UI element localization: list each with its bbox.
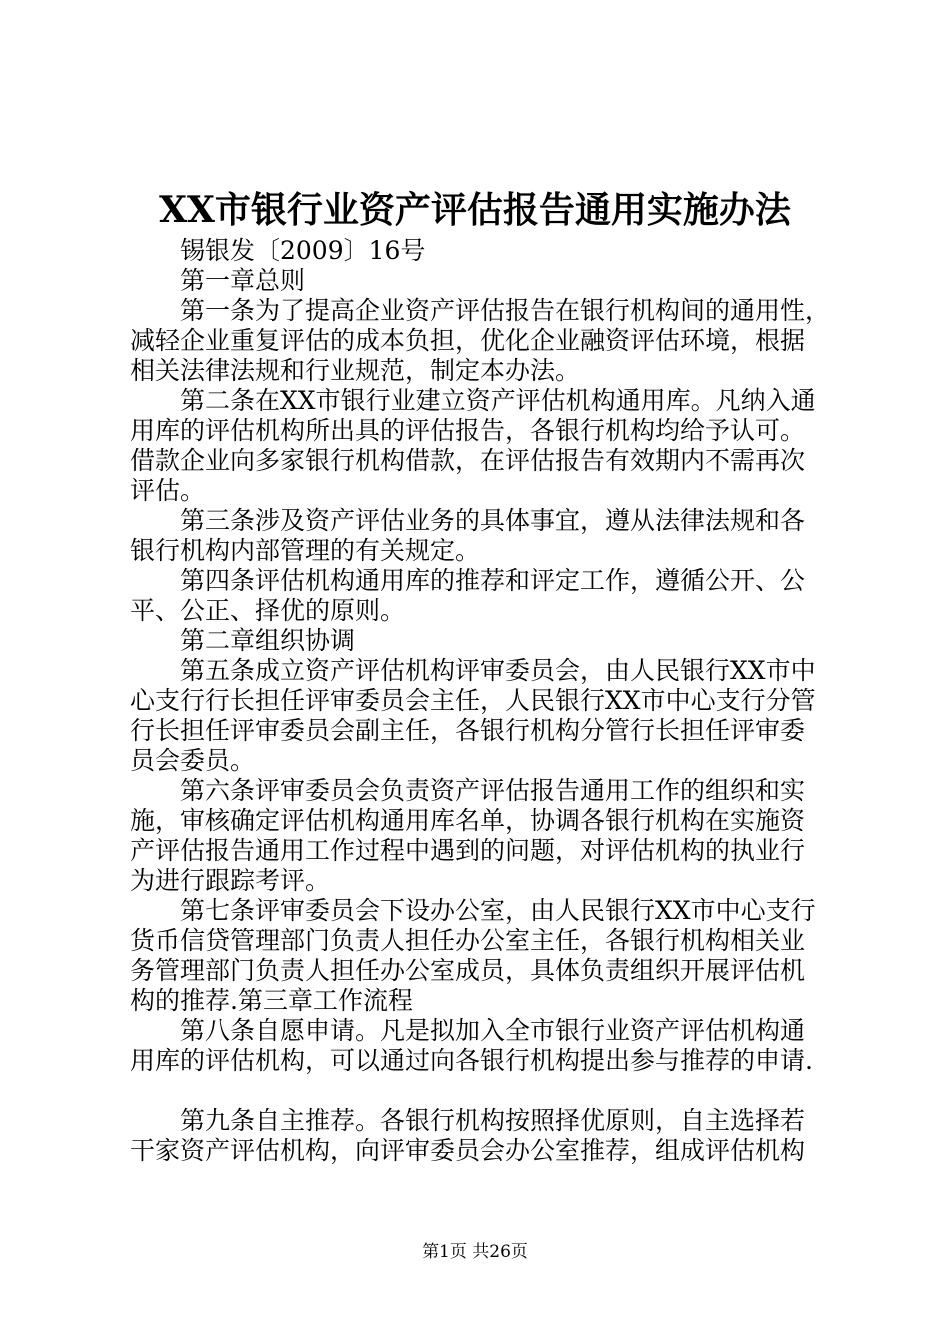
paragraph-line: 第三条涉及资产评估业务的具体事宜，遵从法律法规和各 xyxy=(180,506,806,535)
paragraph-line: 行长担任评审委员会副主任，各银行机构分管行长担任评审委 xyxy=(130,716,806,745)
paragraph-line: 用库的评估机构所出具的评估报告，各银行机构均给予认可。 xyxy=(130,416,806,445)
paragraph-line: 货币信贷管理部门负责人担任办公室主任，各银行机构相关业 xyxy=(130,926,806,955)
paragraph-line: 银行机构内部管理的有关规定。 xyxy=(130,536,481,565)
paragraph-line: 第九条自主推荐。各银行机构按照择优原则，自主选择若 xyxy=(180,1106,806,1135)
paragraph-line: 产评估报告通用工作过程中遇到的问题，对评估机构的执业行 xyxy=(130,836,806,865)
document-title: XX市银行业资产评估报告通用实施办法 xyxy=(159,189,791,231)
paragraph-line: 干家资产评估机构，向评审委员会办公室推荐，组成评估机构 xyxy=(130,1136,806,1165)
paragraph-line: 用库的评估机构，可以通过向各银行机构提出参与推荐的申请. xyxy=(130,1046,813,1075)
page-footer: 第1页 共26页 xyxy=(422,1242,528,1262)
paragraph-line: 第五条成立资产评估机构评审委员会，由人民银行XX市中 xyxy=(180,656,816,685)
chapter-heading: 第一章总则 xyxy=(180,266,306,295)
paragraph-line: 员会委员。 xyxy=(130,746,256,775)
doc-number: 锡银发〔2009〕16号 xyxy=(180,236,426,265)
paragraph-line: 第七条评审委员会下设办公室，由人民银行XX市中心支行 xyxy=(180,896,816,925)
document-body xyxy=(130,236,830,1166)
paragraph-line: 第六条评审委员会负责资产评估报告通用工作的组织和实 xyxy=(180,776,806,805)
paragraph-line: 平、公正、择优的原则。 xyxy=(130,596,406,625)
paragraph-line: 施，审核确定评估机构通用库名单，协调各银行机构在实施资 xyxy=(130,806,806,835)
paragraph-line: 构的推荐.第三章工作流程 xyxy=(130,986,413,1015)
paragraph-line: 第四条评估机构通用库的推荐和评定工作，遵循公开、公 xyxy=(180,566,806,595)
chapter-heading: 第二章组织协调 xyxy=(180,626,356,655)
paragraph-line: 第二条在XX市银行业建立资产评估机构通用库。凡纳入通 xyxy=(180,386,816,415)
paragraph-line: 借款企业向多家银行机构借款，在评估报告有效期内不需再次 xyxy=(130,446,806,475)
blank-line xyxy=(130,1076,830,1106)
paragraph-line: 心支行行长担任评审委员会主任，人民银行XX市中心支行分管 xyxy=(130,686,816,715)
paragraph-line: 第八条自愿申请。凡是拟加入全市银行业资产评估机构通 xyxy=(180,1016,806,1045)
paragraph-line: 相关法律法规和行业规范，制定本办法。 xyxy=(130,356,581,385)
paragraph-line: 第一条为了提高企业资产评估报告在银行机构间的通用性， xyxy=(180,296,831,325)
paragraph-line: 评估。 xyxy=(130,476,206,505)
paragraph-line: 务管理部门负责人担任办公室成员，具体负责组织开展评估机 xyxy=(130,956,806,985)
paragraph-line: 为进行跟踪考评。 xyxy=(130,866,331,895)
paragraph-line: 减轻企业重复评估的成本负担，优化企业融资评估环境，根据 xyxy=(130,326,806,355)
